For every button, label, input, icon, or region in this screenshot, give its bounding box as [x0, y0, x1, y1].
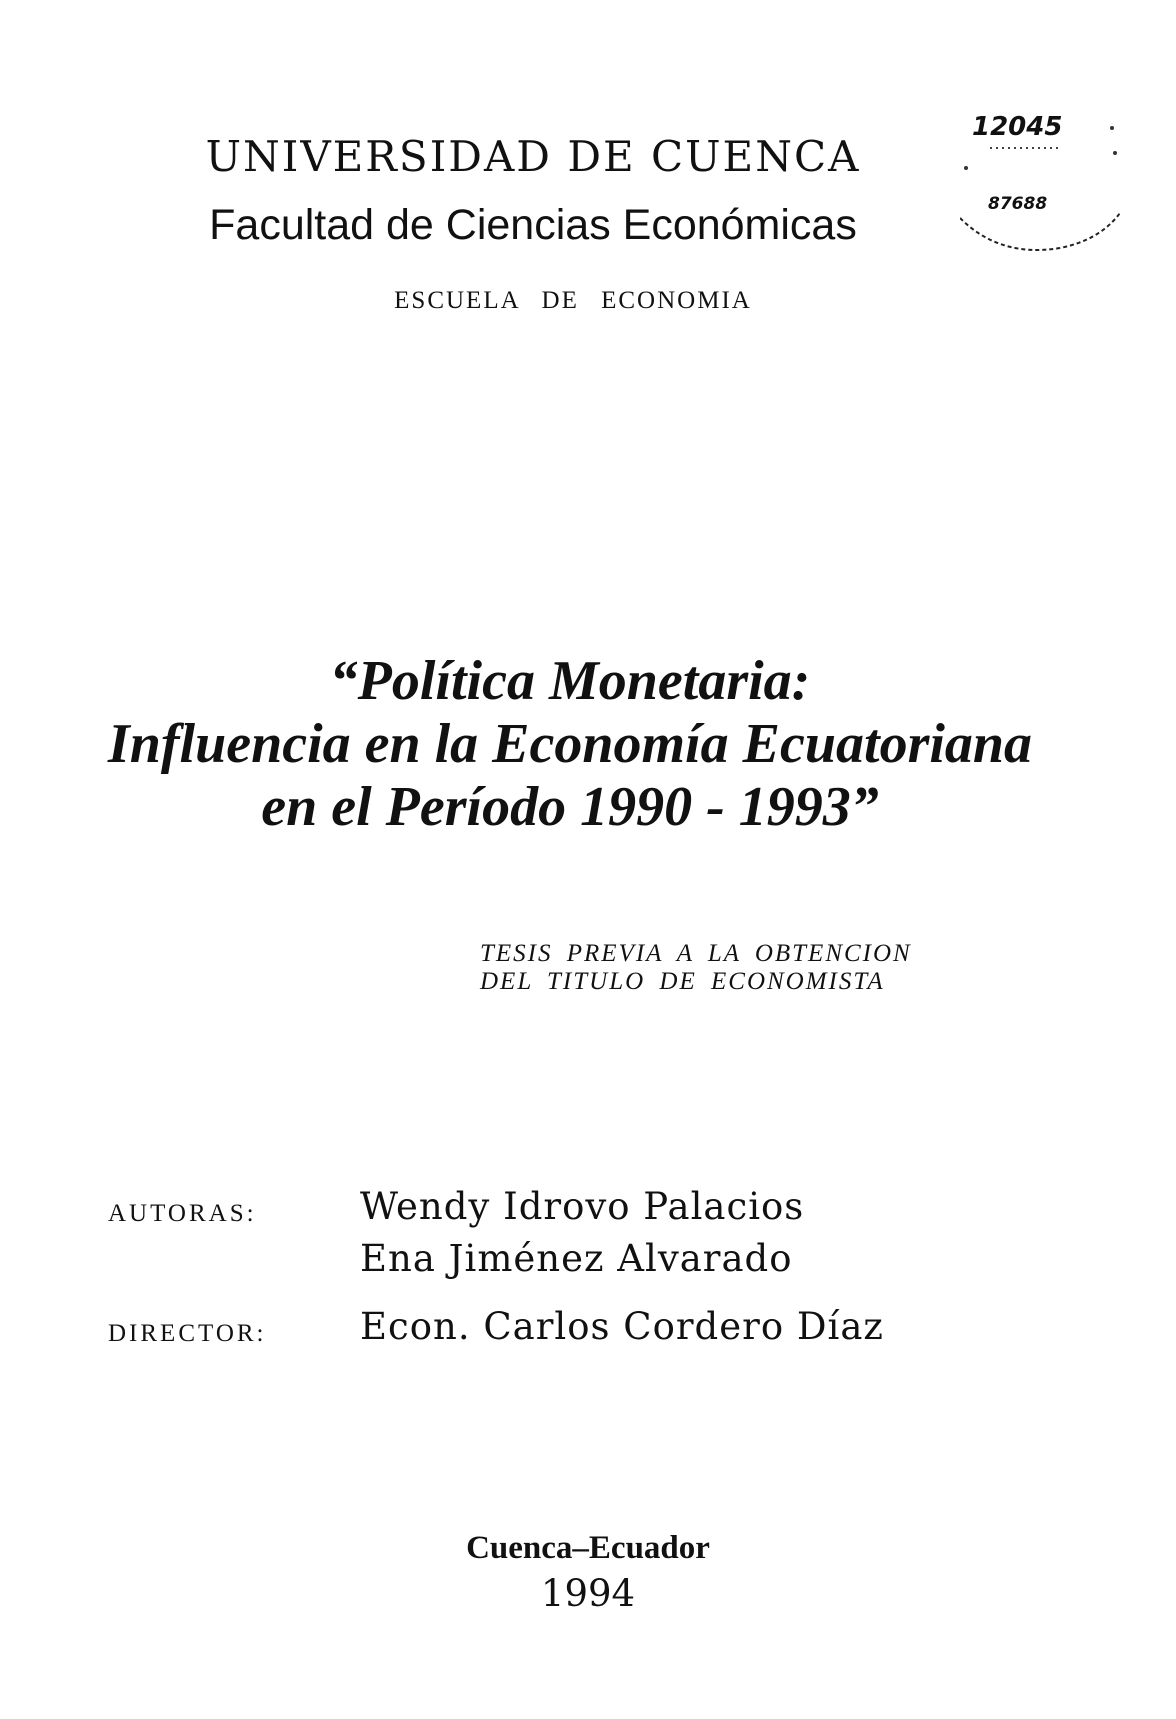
director-label: DIRECTOR:: [108, 1320, 267, 1347]
author-name-1: Wendy Idrovo Palacios: [360, 1185, 805, 1228]
publication-year: 1994: [540, 1572, 636, 1615]
city-country: Cuenca–Ecuador: [466, 1530, 710, 1566]
author-name-2: Ena Jiménez Alvarado: [360, 1237, 793, 1280]
faculty-name: Facultad de Ciencias Económicas: [209, 201, 857, 249]
university-name: UNIVERSIDAD DE CUENCA: [205, 132, 861, 181]
thesis-note-line-1: TESIS PREVIA A LA OBTENCION: [480, 940, 912, 967]
thesis-title-line-1: “Política Monetaria:: [329, 650, 811, 712]
thesis-title-line-2: Influencia en la Economía Ecuatoriana: [107, 713, 1033, 775]
thesis-title-line-3: en el Período 1990 - 1993”: [261, 776, 879, 838]
library-stamp: [960, 108, 1120, 268]
thesis-degree-note: [480, 940, 912, 996]
stamp-number-main: 12045: [972, 112, 1063, 142]
school-name: ESCUELA DE ECONOMIA: [394, 287, 752, 314]
director-name: Econ. Carlos Cordero Díaz: [360, 1305, 884, 1348]
thesis-title: [40, 650, 1100, 839]
stamp-number-secondary: 87688: [988, 194, 1048, 214]
thesis-note-line-2: DEL TITULO DE ECONOMISTA: [480, 968, 885, 995]
authors-label: AUTORAS:: [108, 1200, 257, 1227]
